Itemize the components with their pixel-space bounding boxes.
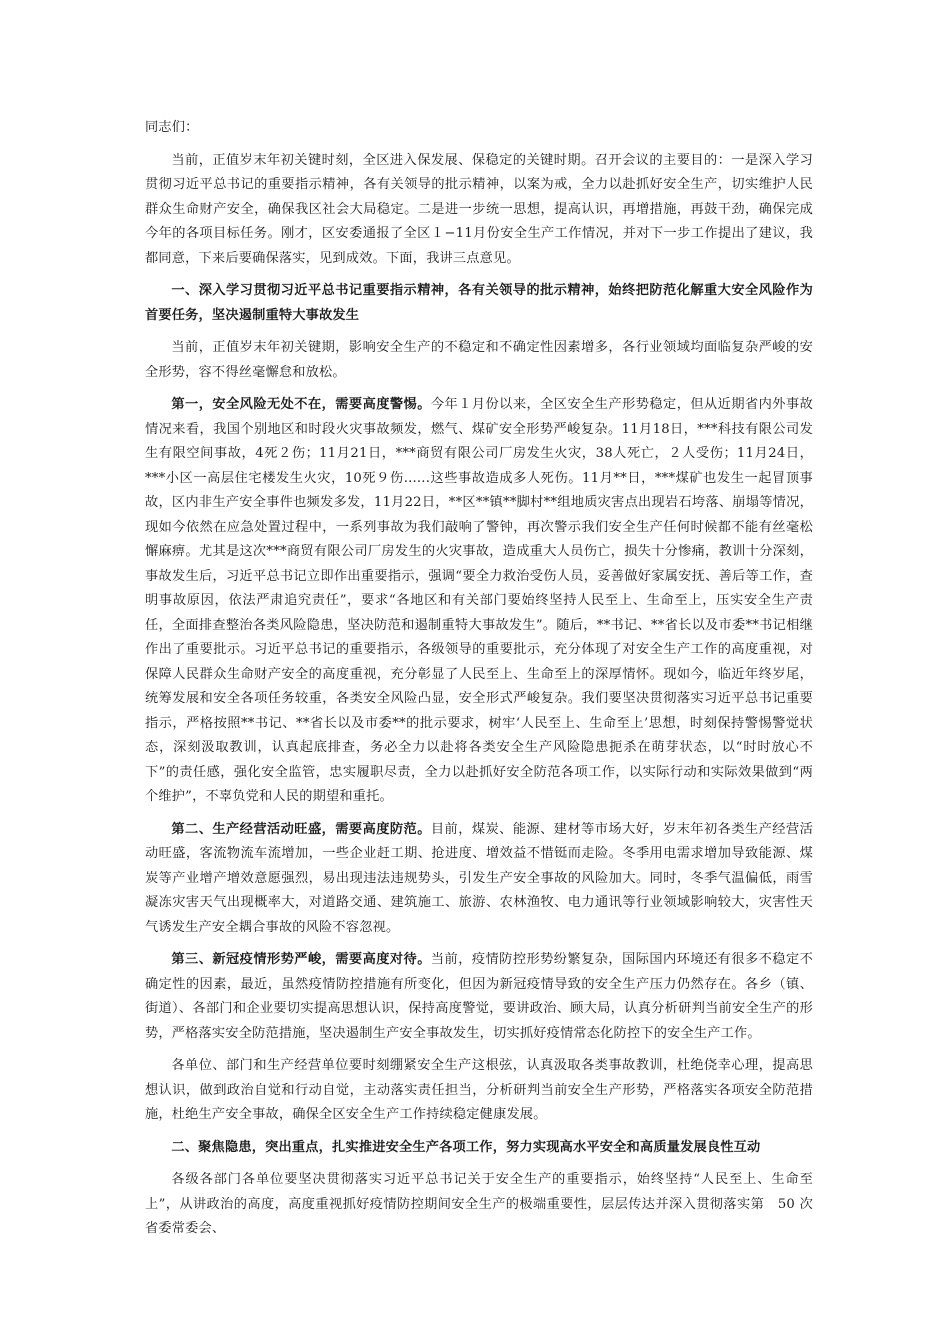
paragraph-point-2: [145, 818, 813, 941]
point-1-lead: 第一，安全风险无处不在，需要高度警惕。: [171, 397, 431, 412]
document-page: [145, 116, 813, 1250]
point-2-body: 目前，煤炭、能源、建材等市场大好，岁末年初各类生产经营活动旺盛，客流物流车流增加，一些企业赶工期、抢进度、增效益不惜铤而走险。冬季用电需求增加导致能源、煤炭等产业增产增效意愿强烈，易出现违法违规势头，引发生产安全事故的风险加大。同时，冬季气温偏低，雨雪凝冻灾害天气出现概率大，对道路交通、建筑施工、旅游、农林渔牧、电力通讯等行业领域影响较大，灾害性天气诱发生产安全耦合事故的风险不容忽视。: [145, 821, 813, 935]
paragraph-point-1: [145, 393, 813, 810]
paragraph-summary: 各单位、部门和生产经营单位要时刻绷紧安全生产这根弦，认真汲取各类事故教训，杜绝侥幸心理，提高思想认识，做到政治自觉和行动自觉，主动落实责任担当，分析研判当前安全生产形势，严格落实各项安全防范措施，杜绝生产安全事故，确保全区安全生产工作持续稳定健康发展。: [145, 1058, 813, 1122]
point-3-body: 当前，疫情防控形势纷繁复杂，国际国内环境还有很多不稳定不确定性的因素，最近，虽然疫情防控措施有所变化，但因为新冠疫情导致的安全生产压力仍然存在。各乡（镇、街道）、各部门和企业要切实提高思想认识，保持高度警觉，要讲政治、顾大局，认真分析研判当前安全生产的形势，严格落实安全防范措施，坚决遏制生产安全事故发生，切实抓好疫情常态化防控下的安全生产工作。: [145, 952, 813, 1041]
section-heading-2: 二、聚焦隐患，突出重点，扎实推进安全生产各项工作，努力实现高水平安全和高质量发展良性互动: [171, 1139, 761, 1155]
paragraph-point-3: [145, 948, 813, 1046]
paragraph-section-2: 各级各部门各单位要坚决贯彻落实习近平总书记关于安全生产的重要指示，始终坚持“人民至上、生命至上”，从讲政治的高度，高度重视抓好疫情防控期间安全生产的极端重要性，层层传达并深入贯彻落实第 50 次省委常委会、: [145, 1172, 813, 1236]
intro-paragraph: 当前，正值岁末年初关键时刻，全区进入保发展、保稳定的关键时期。召开会议的主要目的：一是深入学习贯彻习近平总书记的重要指示精神，各有关领导的批示精神，以案为戒，全力以赴抓好安全生产，切实维护人民群众生命财产安全，确保我区社会大局稳定。二是进一步统一思想，提高认识，再增措施，再鼓干劲，确保完成今年的各项目标任务。刚才，区安委通报了全区１−11月份安全生产工作情况，并对下一步工作提出了建议，我都同意，下来后要确保落实，见到成效。下面，我讲三点意见。: [145, 152, 813, 266]
salutation: 同志们：: [145, 120, 199, 135]
paragraph-situation: 当前，正值岁末年初关键期，影响安全生产的不稳定和不确定性因素增多，各行业领域均面临复杂严峻的安全形势，容不得丝毫懈怠和放松。: [145, 340, 813, 380]
point-1-body: 今年１月份以来，全区安全生产形势稳定，但从近期省内外事故情况来看，我国个别地区和时段火灾事故频发，燃气、煤矿安全形势严峻复杂。11月18日，***科技有限公司发生有限空间事故，4死２伤；11月21日，***商贸有限公司厂房发生火灾，38人死亡，２人受伤；11月24日，***小区一高层住宅楼发生火灾，10死９伤......这些事故造成多人死伤。11月**日，***煤矿也发生一起冒顶事故，区内非生产安全事件也频发多发，11月22日，**区**镇**脚村**组地质灾害点出现岩石垮落、崩塌等情况，现如今依然在应急处置过程中，一系列事故为我们敲响了警钟，再次警示我们安全生产任何时候都不能有丝毫松懈麻痹。尤其是这次***商贸有限公司厂房发生的火灾事故，造成重大人员伤亡，损失十分惨痛，教训十分深刻，事故发生后，习近平总书记立即作出重要指示，强调“要全力救治受伤人员，妥善做好家属安抚、善后等工作，查明事故原因，依法严肃追究责任”，要求“各地区和有关部门要始终坚持人民至上、生命至上，压实安全生产责任，全面排查整治各类风险隐患，坚决防范和遏制重特大事故发生”。随后，**书记、**省长以及市委**书记相继作出了重要批示。习近平总书记的重要指示，各级领导的重要批示，充分体现了对安全生产工作的高度重视，对保障人民群众生命财产安全的高度重视，充分彰显了人民至上、生命至上的深厚情怀。现如今，临近年终岁尾，统筹发展和安全各项任务较重，各类安全风险凸显，安全形式严峻复杂。我们要坚决贯彻落实习近平总书记重要指示，严格按照**书记、**省长以及市委**的批示要求，树牢‘人民至上、生命至上’思想，时刻保持警惕警觉状态，深刻汲取教训，认真起底排查，务必全力以赴将各类安全生产风险隐患扼杀在萌芽状态，以“时时放心不下”的责任感，强化安全监管，忠实履职尽责，全力以赴抓好安全防范各项工作，以实际行动和实际效果做到“两个维护”，不辜负党和人民的期望和重托。: [145, 397, 813, 804]
point-2-lead: 第二、生产经营活动旺盛，需要高度防范。: [171, 821, 431, 837]
point-3-lead: 第三、新冠疫情形势严峻，需要高度对待。: [171, 952, 431, 967]
section-heading-1: 一、深入学习贯彻习近平总书记重要指示精神，各有关领导的批示精神，始终把防范化解重大安全风险作为首要任务，坚决遏制重特大事故发生: [145, 283, 813, 323]
